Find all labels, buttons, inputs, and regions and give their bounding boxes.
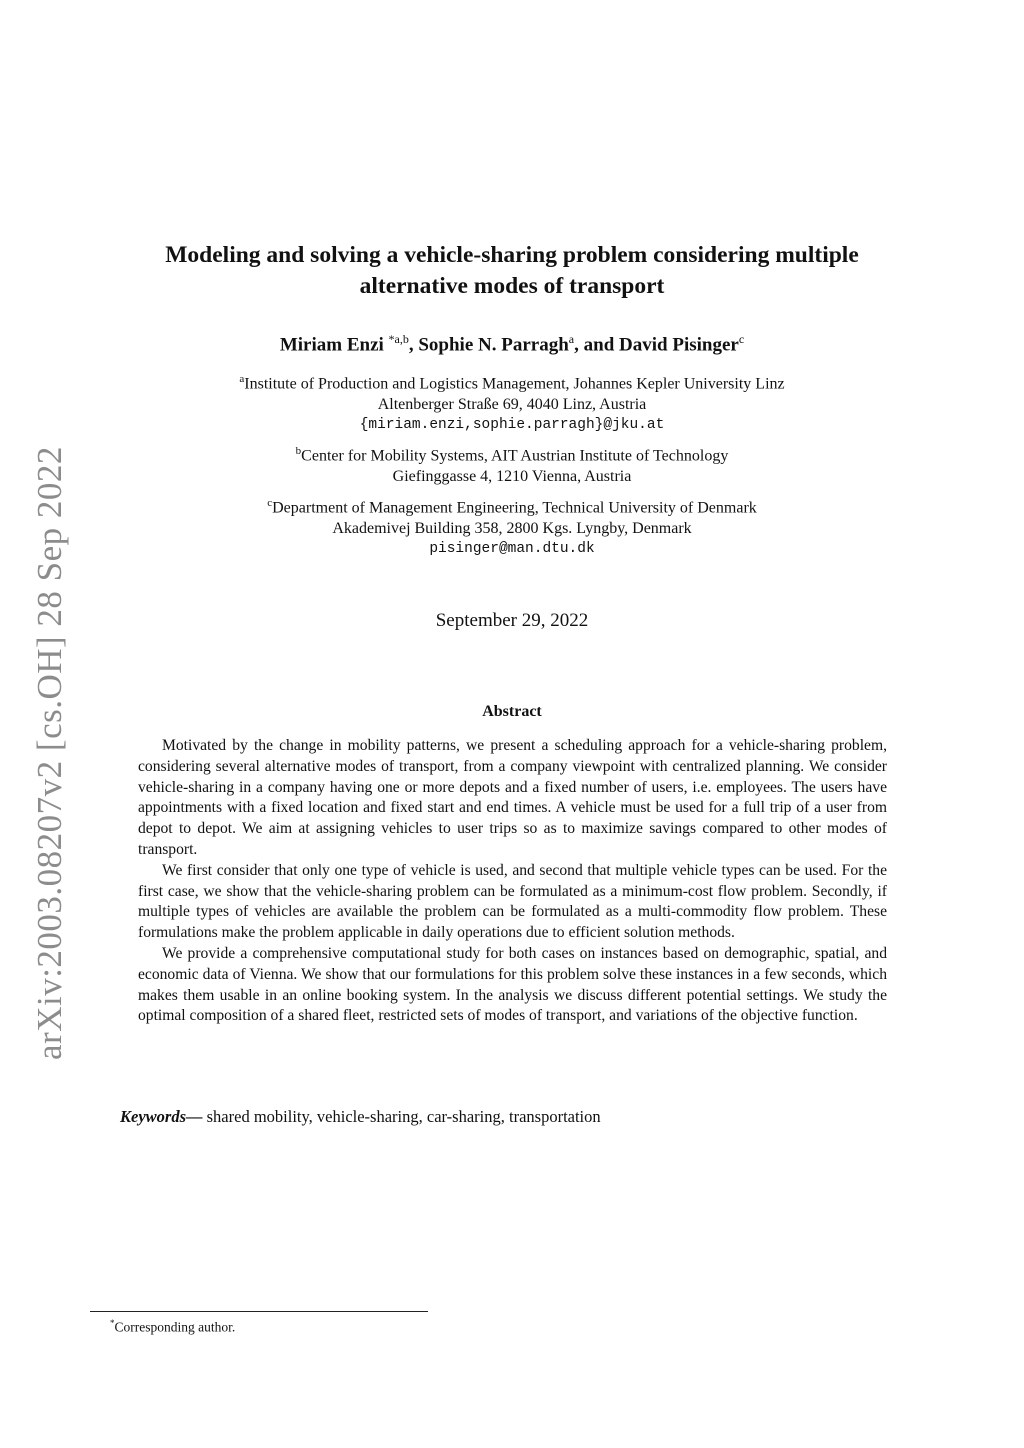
footnote-mark: *	[110, 1318, 115, 1328]
keywords-label: Keywords—	[120, 1107, 203, 1126]
arxiv-identifier: arXiv:2003.08207v2 [cs.OH] 28 Sep 2022	[30, 446, 69, 1060]
affiliation-address: Akademivej Building 358, 2800 Kgs. Lyngby, Denmark	[332, 520, 692, 538]
author-affiliation-mark: a	[568, 332, 575, 346]
affiliation-mark: c	[267, 497, 273, 509]
title-line-1: Modeling and solving a vehicle-sharing problem considering multiple	[165, 242, 859, 268]
author-name: Sophie N. Parragh	[418, 334, 569, 356]
abstract-paragraph: We first consider that only one type of vehicle is used, and second that multiple vehicle types can be used. For the first case, we show that the vehicle-sharing problem can be formulated as a minimum-cost flow problem. Secondly, if multiple types of vehicles are available the problem can be formulated as a multi-commodity flow problem. These formulations make the problem applicable in daily operations due to efficient solution methods.	[138, 861, 887, 942]
affiliation-address: Giefinggasse 4, 1210 Vienna, Austria	[392, 468, 632, 486]
affiliation-b	[100, 441, 924, 487]
author-list	[100, 326, 924, 358]
author-separator: ,	[408, 334, 419, 356]
keywords-text: shared mobility, vehicle-sharing, car-sharing, transportation	[202, 1107, 601, 1126]
author-name: Miriam Enzi	[279, 334, 384, 356]
affiliation-c	[100, 493, 924, 560]
affiliation-institution: Institute of Production and Logistics Management, Johannes Kepler University Linz	[244, 375, 785, 393]
affiliation-institution: Center for Mobility Systems, AIT Austrian Institute of Technology	[301, 447, 729, 465]
abstract-heading: Abstract	[482, 703, 542, 720]
affiliation-email: {miriam.enzi,sophie.parragh}@jku.at	[359, 417, 665, 434]
affiliation-address: Altenberger Straße 69, 4040 Linz, Austria	[377, 396, 647, 414]
paper-title	[100, 240, 924, 302]
abstract-paragraph: We provide a comprehensive computational study for both cases on instances based on demographic, spatial, and economic data of Vienna. We show that our formulations for this problem solve these instances in a few seconds, which makes them usable in an online booking system. In the analysis we discuss different potential settings. We study the optimal composition of a shared fleet, restricted sets of modes of transport, and variations of the objective function.	[138, 944, 887, 1025]
footnote-divider	[90, 1311, 428, 1312]
affiliation-email: pisinger@man.dtu.dk	[429, 541, 595, 558]
abstract-body	[138, 736, 887, 1027]
keywords	[120, 1107, 910, 1127]
affiliation-mark: b	[295, 445, 302, 457]
abstract-paragraph: Motivated by the change in mobility patterns, we present a scheduling approach for a vehicle-sharing problem, considering several alternative modes of transport, from a company viewpoint with centralized planning. We consider vehicle-sharing in a company having one or more depots and a fixed number of users, i.e. employees. The users have appointments with a fixed location and fixed start and end times. A vehicle must be used for a full trip of a user from depot to depot. We aim at assigning vehicles to user trips so as to maximize savings compared to other modes of transport.	[138, 737, 887, 858]
footnote	[110, 1318, 235, 1336]
publication-date: September 29, 2022	[435, 610, 589, 631]
author-affiliation-mark: c	[738, 332, 745, 346]
affiliation-a	[100, 369, 924, 436]
title-line-2: alternative modes of transport	[359, 273, 665, 299]
author-name: David Pisinger	[619, 334, 739, 356]
author-separator: , and	[574, 334, 620, 356]
affiliation-institution: Department of Management Engineering, Technical University of Denmark	[272, 499, 757, 517]
author-affiliation-mark: *a,b	[388, 332, 409, 346]
footnote-text: Corresponding author.	[114, 1319, 236, 1335]
affiliation-mark: a	[239, 373, 245, 385]
